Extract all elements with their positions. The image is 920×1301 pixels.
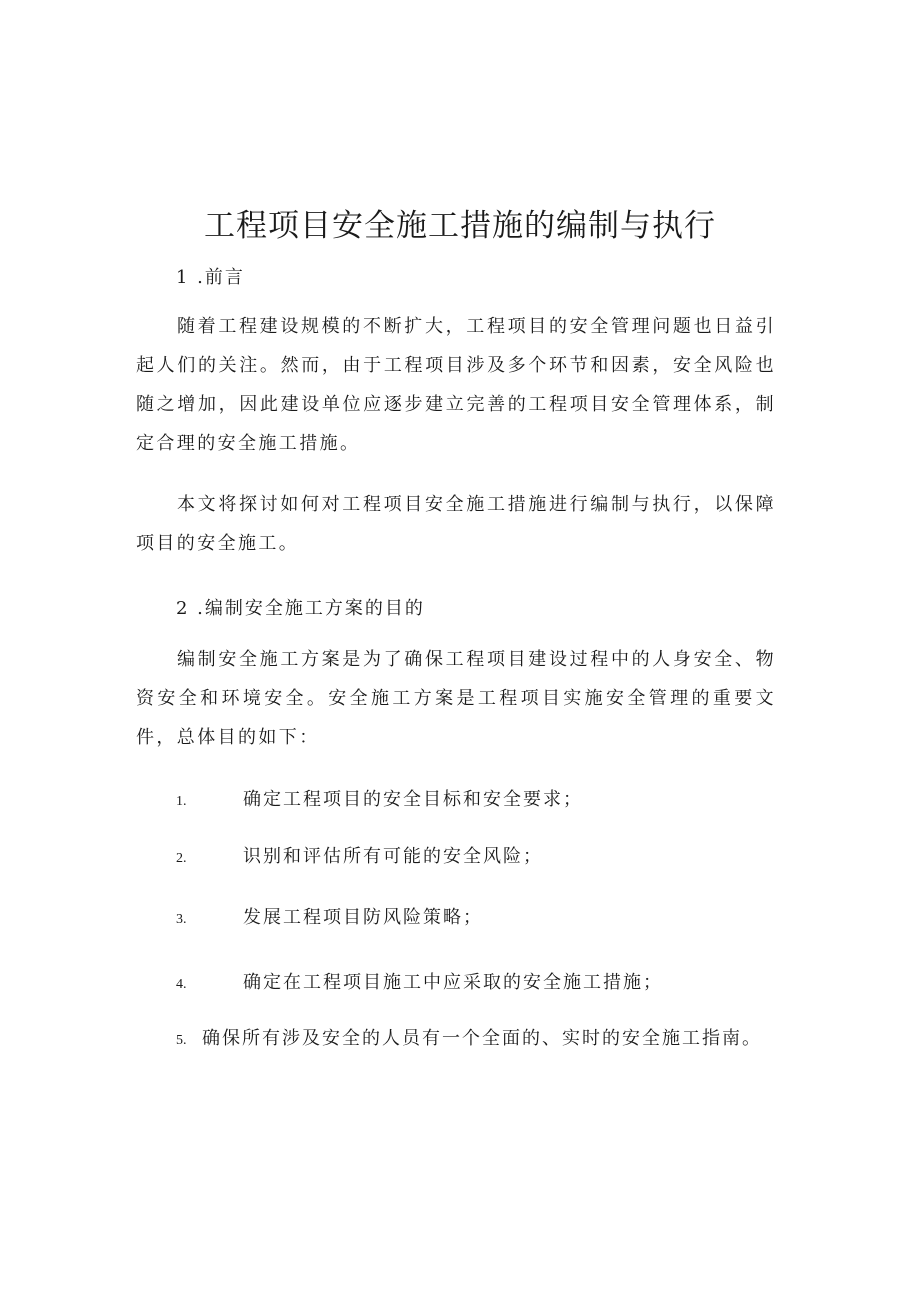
section-2-paragraph-1: 编制安全施工方案是为了确保工程项目建设过程中的人身安全、物资安全和环境安全。安全施工方案是工程项目实施安全管理的重要文件，总体目的如下： [136, 649, 776, 748]
list-text: 确保所有涉及安全的人员有一个全面的、实时的安全施工指南。 [202, 1028, 762, 1049]
document-title: 工程项目安全施工措施的编制与执行 [204, 208, 716, 244]
list-item [176, 842, 776, 868]
section-1-paragraph-1: 随着工程建设规模的不断扩大，工程项目的安全管理问题也日益引起人们的关注。然而，由于工程项目涉及多个环节和因素，安全风险也随之增加，因此建设单位应逐步建立完善的工程项目安全管理体系，制定合理的安全施工措施。 [136, 316, 776, 454]
section-1-heading: 1 .前言 [176, 267, 245, 288]
list-text: 确定在工程项目施工中应采取的安全施工措施； [243, 972, 663, 993]
list-number: 2. [176, 851, 187, 866]
list-text: 确定工程项目的安全目标和安全要求； [243, 789, 583, 810]
list-number: 3. [176, 912, 187, 927]
section-1-paragraph-2: 本文将探讨如何对工程项目安全施工措施进行编制与执行，以保障项目的安全施工。 [136, 494, 776, 554]
list-item [176, 785, 776, 811]
list-number: 1. [176, 794, 187, 809]
list-text: 发展工程项目防风险策略； [243, 907, 483, 928]
list-item [176, 968, 776, 994]
section-2-heading: 2 .编制安全施工方案的目的 [176, 598, 425, 619]
list-text: 识别和评估所有可能的安全风险； [243, 846, 543, 867]
list-number: 4. [176, 977, 187, 992]
list-number: 5. [176, 1033, 187, 1048]
list-item [176, 903, 776, 929]
list-item [176, 1024, 796, 1050]
